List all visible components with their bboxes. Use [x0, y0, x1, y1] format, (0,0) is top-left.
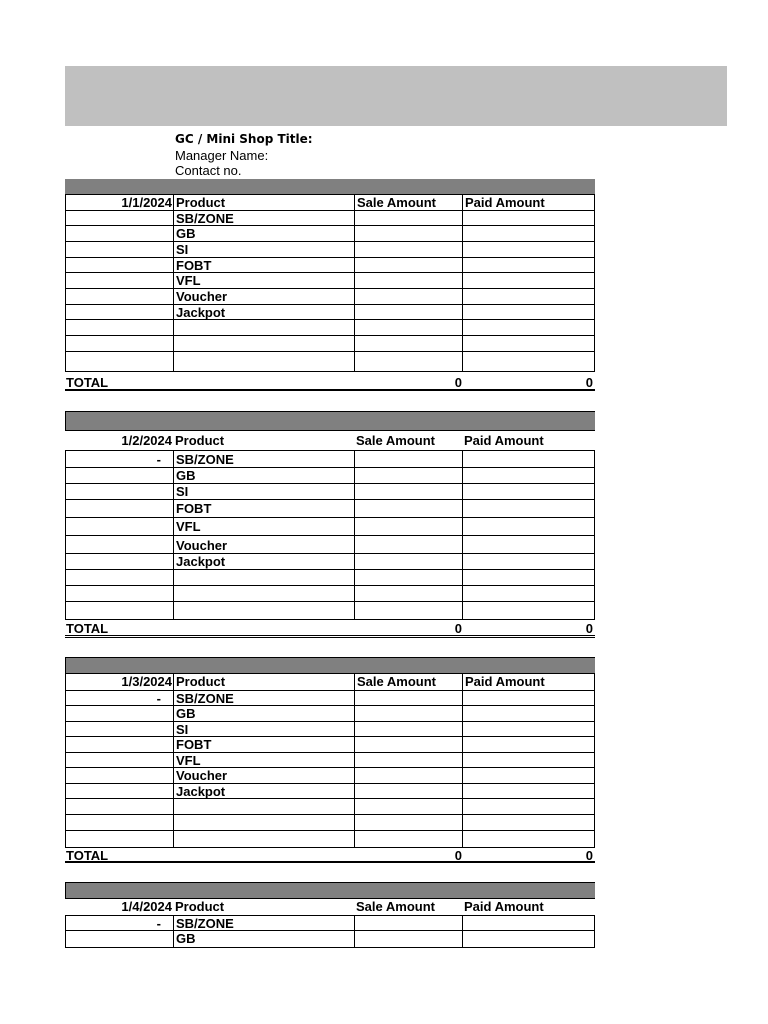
product-cell: Jackpot — [173, 305, 354, 320]
sale-amount-header: Sale Amount — [354, 195, 462, 211]
paid-cell[interactable] — [462, 536, 595, 554]
product-cell: VFL — [173, 753, 354, 768]
table-row — [65, 241, 595, 258]
sale-cell[interactable] — [354, 500, 462, 518]
marker-cell: - — [65, 451, 173, 468]
date-cell: 1/2/2024 — [121, 433, 172, 448]
paid-cell[interactable] — [462, 305, 595, 320]
sale-cell[interactable] — [354, 273, 462, 289]
product-cell: SI — [173, 242, 354, 258]
paid-cell[interactable] — [462, 451, 595, 468]
table-row — [65, 517, 595, 536]
product-cell: VFL — [173, 518, 354, 536]
paid-cell[interactable] — [462, 768, 595, 784]
product-cell: VFL — [173, 273, 354, 289]
column-header-row — [65, 674, 595, 690]
total-row — [65, 619, 595, 635]
sale-amount-header: Sale Amount — [356, 899, 435, 914]
product-cell: SI — [173, 722, 354, 737]
table-row — [65, 288, 595, 305]
total-label: TOTAL — [66, 621, 109, 636]
total-sale-amount: 0 — [454, 621, 462, 636]
paid-cell[interactable] — [462, 468, 595, 484]
table-row — [65, 499, 595, 518]
paid-cell[interactable] — [462, 273, 595, 289]
marker-cell — [65, 211, 173, 226]
sale-cell[interactable] — [354, 484, 462, 500]
product-cell: SB/ZONE — [173, 211, 354, 226]
section-bar — [65, 882, 595, 899]
paid-amount-header: Paid Amount — [462, 195, 595, 211]
paid-cell[interactable] — [462, 226, 595, 242]
product-cell: FOBT — [173, 258, 354, 273]
paid-amount-header: Paid Amount — [464, 433, 544, 448]
sale-cell[interactable] — [354, 691, 462, 706]
table-row — [65, 225, 595, 242]
product-header: Product — [175, 433, 225, 448]
sale-cell[interactable] — [354, 753, 462, 768]
total-paid-amount: 0 — [585, 848, 593, 863]
sale-cell[interactable] — [354, 554, 462, 570]
total-sale-amount: 0 — [454, 848, 462, 863]
table-row — [65, 767, 595, 784]
total-row — [65, 846, 595, 862]
manager-name-label: Manager Name: — [175, 148, 269, 163]
header-banner — [65, 66, 727, 126]
sale-cell[interactable] — [354, 931, 462, 947]
table-row — [65, 736, 595, 753]
sale-cell[interactable] — [354, 211, 462, 226]
date-cell: 1/1/2024 — [65, 195, 173, 211]
paid-cell[interactable] — [462, 931, 595, 947]
marker-cell: - — [65, 691, 173, 706]
paid-cell[interactable] — [462, 706, 595, 722]
paid-cell[interactable] — [462, 737, 595, 753]
table-row — [65, 304, 595, 320]
product-cell: Voucher — [173, 768, 354, 784]
table-row — [65, 930, 595, 948]
product-cell: Voucher — [173, 289, 354, 305]
paid-cell[interactable] — [462, 518, 595, 536]
sale-cell[interactable] — [354, 468, 462, 484]
product-header: Product — [173, 195, 354, 211]
date-cell: 1/3/2024 — [65, 674, 173, 690]
date-cell: 1/4/2024 — [121, 899, 172, 914]
product-cell: GB — [173, 931, 354, 947]
product-cell: Jackpot — [173, 784, 354, 799]
paid-cell[interactable] — [462, 554, 595, 570]
table-row — [65, 210, 595, 226]
paid-cell[interactable] — [462, 784, 595, 799]
table-row — [65, 335, 595, 352]
paid-cell[interactable] — [462, 258, 595, 273]
table-row — [65, 351, 595, 372]
sale-cell[interactable] — [354, 722, 462, 737]
product-cell: GB — [173, 468, 354, 484]
total-row — [65, 373, 595, 389]
total-paid-amount: 0 — [585, 621, 593, 636]
sale-cell[interactable] — [354, 784, 462, 799]
paid-amount-header: Paid Amount — [462, 674, 595, 690]
table-row — [65, 798, 595, 815]
table-row — [65, 721, 595, 737]
table-row — [65, 705, 595, 722]
paid-cell[interactable] — [462, 211, 595, 226]
product-cell: GB — [173, 706, 354, 722]
sale-cell[interactable] — [354, 258, 462, 273]
table-row — [65, 690, 595, 706]
paid-cell[interactable] — [462, 289, 595, 305]
total-underline — [65, 389, 595, 391]
total-sale-amount: 0 — [454, 375, 462, 390]
sale-cell[interactable] — [354, 768, 462, 784]
table-row — [65, 814, 595, 831]
sale-cell[interactable] — [354, 226, 462, 242]
table-row — [65, 585, 595, 602]
sale-cell[interactable] — [354, 536, 462, 554]
marker-cell: - — [65, 916, 173, 931]
table-row — [65, 553, 595, 570]
sale-cell[interactable] — [354, 916, 462, 931]
table-row — [65, 535, 595, 554]
sale-cell[interactable] — [354, 289, 462, 305]
paid-cell[interactable] — [462, 753, 595, 768]
sale-amount-header: Sale Amount — [356, 433, 435, 448]
product-header: Product — [173, 674, 354, 690]
table-row — [65, 483, 595, 500]
table-row — [65, 569, 595, 586]
table-row — [65, 601, 595, 620]
table-row — [65, 319, 595, 336]
paid-cell[interactable] — [462, 722, 595, 737]
paid-cell[interactable] — [462, 484, 595, 500]
section-bar — [65, 657, 595, 674]
product-cell: SI — [173, 484, 354, 500]
table-row — [65, 272, 595, 289]
product-cell: Jackpot — [173, 554, 354, 570]
table-row — [65, 467, 595, 484]
product-cell: Voucher — [173, 536, 354, 554]
product-cell: SB/ZONE — [173, 916, 354, 931]
total-label: TOTAL — [66, 848, 109, 863]
sale-cell[interactable] — [354, 737, 462, 753]
paid-cell[interactable] — [462, 916, 595, 931]
paid-cell[interactable] — [462, 691, 595, 706]
contact-label: Contact no. — [175, 163, 242, 178]
total-double-underline — [65, 635, 595, 638]
total-label: TOTAL — [66, 375, 109, 390]
column-header-row — [65, 194, 595, 211]
sale-cell[interactable] — [354, 305, 462, 320]
table-row — [65, 450, 595, 468]
section-bar — [65, 411, 595, 431]
total-paid-amount: 0 — [585, 375, 593, 390]
paid-cell[interactable] — [462, 500, 595, 518]
table-row — [65, 752, 595, 768]
sale-cell[interactable] — [354, 451, 462, 468]
product-header: Product — [175, 899, 225, 914]
sale-cell[interactable] — [354, 518, 462, 536]
product-cell: FOBT — [173, 737, 354, 753]
sale-cell[interactable] — [354, 242, 462, 258]
column-header-row — [65, 433, 595, 450]
table-row — [65, 783, 595, 799]
paid-cell[interactable] — [462, 242, 595, 258]
total-underline — [65, 861, 595, 863]
sale-cell[interactable] — [354, 706, 462, 722]
sale-amount-header: Sale Amount — [354, 674, 462, 690]
product-cell: FOBT — [173, 500, 354, 518]
product-cell: GB — [173, 226, 354, 242]
table-row — [65, 257, 595, 273]
column-header-row — [65, 899, 595, 915]
table-row — [65, 915, 595, 931]
shop-title-label: GC / Mini Shop Title: — [175, 132, 313, 146]
product-cell: SB/ZONE — [173, 451, 354, 468]
paid-amount-header: Paid Amount — [464, 899, 544, 914]
section-bar — [65, 179, 595, 194]
product-cell: SB/ZONE — [173, 691, 354, 706]
